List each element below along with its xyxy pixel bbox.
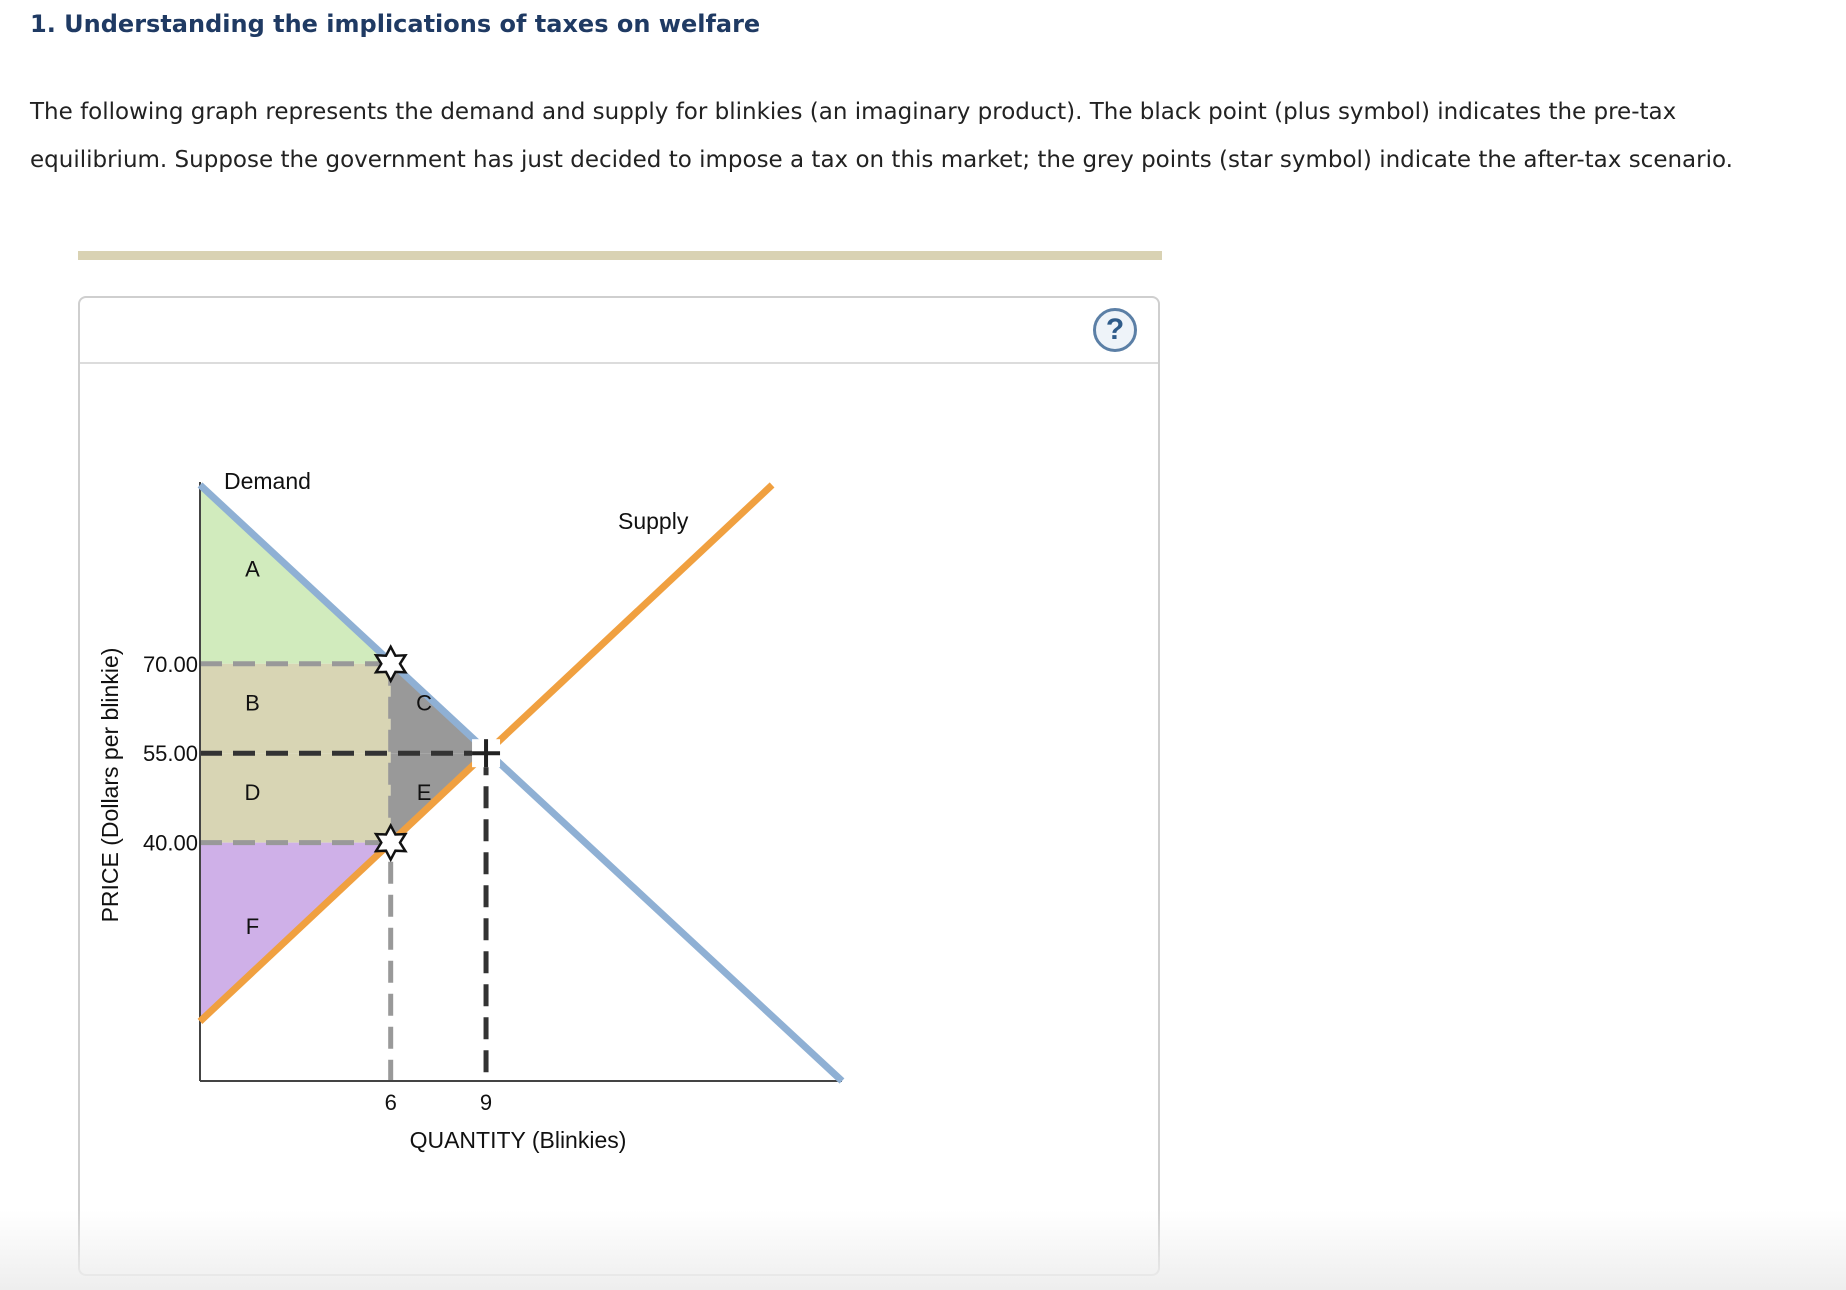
x-axis-title: QUANTITY (Blinkies) (409, 1127, 627, 1153)
region-label-e: E (416, 779, 432, 805)
x-tick-label: 6 (384, 1090, 397, 1115)
intro-line-2: equilibrium. Suppose the government has just decided to impose a tax on this market; the grey points (star symbol) indicate the after-tax scenario. (30, 147, 1733, 173)
region-label-d: D (244, 779, 261, 805)
y-tick-label: 70.00 (142, 651, 198, 677)
x-tick-label: 9 (479, 1090, 493, 1115)
region-label-a: A (245, 556, 260, 582)
page-title: 1. Understanding the implications of taxes on welfare (30, 10, 761, 38)
supply-curve-label: Supply (618, 508, 689, 534)
y-axis-title: PRICE (Dollars per blinkie) (97, 647, 123, 923)
y-tick-label: 40.00 (142, 830, 198, 856)
pre-tax-equilibrium-plus (472, 739, 500, 767)
help-button[interactable]: ? (1093, 308, 1137, 352)
region-label-b: B (245, 690, 260, 716)
region-label-c: C (416, 690, 433, 716)
intro-line-1: The following graph represents the demand and supply for blinkies (an imaginary product). The black point (plus symbol) indicates the pre-tax (30, 99, 1677, 125)
y-tick-label: 55.00 (142, 741, 198, 767)
region-b (200, 664, 391, 753)
region-label-f: F (245, 914, 260, 940)
demand-curve-label: Demand (224, 468, 311, 494)
region-d (200, 753, 391, 842)
